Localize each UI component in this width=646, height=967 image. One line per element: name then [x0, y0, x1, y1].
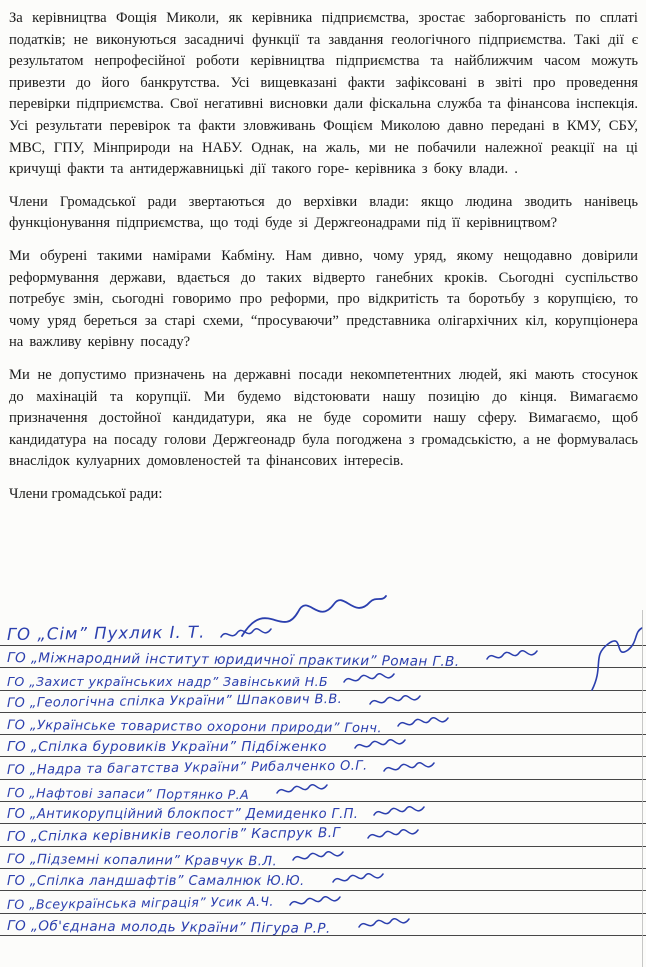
signature-mark-icon	[353, 737, 407, 753]
signature-mark-icon	[366, 827, 420, 843]
signature-mark-icon	[275, 782, 329, 798]
signature-row	[0, 668, 646, 690]
signature-row	[0, 757, 646, 779]
signature-text: ГО „Антикорупційний блокпост” Демиденко Г.П.	[7, 807, 359, 823]
signature-mark-icon	[357, 916, 411, 932]
signature-mark-icon	[485, 648, 539, 664]
paragraph-1: За керівництва Фощія Миколи, як керівника підприємства, зростає заборгованість по сплаті податків; не виконуються засадничі функції та завдання геологічного підприємства. Такі дії є результатом непрофесійної роботи керівництва підприємства та найближчим часом можуть привезти до його банкрутства. Усі вищевказані факти зафіксовані в звіті про проведення перевірки підприємства. Свої негативні висновки дали фіскальна служба та фінансова інспекція. Усі результати перевірок та факти зловживань Фощієм Миколою давно передані в КМУ, СБУ, МВС, ГПУ, Мінприроди на НАБУ. Однак, на жаль, ми не побачили належної реакції на ці кричущі факти та антидержавницькі дії такого горе- керівника з боку влади. .	[9, 10, 638, 178]
signature-text: ГО „Спілка ландшафтів” Самалнюк Ю.Ю.	[7, 874, 305, 890]
signature-intro: Члени громадської ради:	[9, 485, 163, 502]
signature-text: ГО „Всеукраїнська міграція” Усик А.Ч.	[6, 893, 274, 912]
signature-mark-icon	[291, 849, 345, 865]
signature-mark-icon	[396, 715, 450, 731]
signature-text: ГО „Українське товариство охорони природи” Гонч.	[7, 718, 382, 737]
signature-mark-icon	[372, 804, 426, 820]
signature-row	[0, 691, 646, 713]
signature-row	[0, 802, 646, 824]
signature-row	[0, 847, 646, 869]
signature-text: ГО „Геологічна спілка України” Шпакович В.В.	[6, 691, 343, 711]
signature-row	[0, 780, 646, 802]
signature-text: ГО „Підземні копалини” Кравчук В.Л.	[7, 851, 278, 870]
signature-text: ГО „Спілка керівників геологів” Каспрук В.Г	[6, 824, 341, 845]
signature-row	[0, 914, 646, 936]
signature-mark-icon	[288, 894, 342, 910]
signature-mark-icon	[342, 671, 396, 687]
signature-text: ГО „Об'єднана молодь України” Пігура Р.Р.	[7, 917, 331, 937]
signature-text: ГО „Нафтові запаси” Портянко Р.А	[7, 785, 250, 803]
signature-list	[0, 600, 646, 967]
signature-mark-icon	[219, 626, 273, 642]
signature-row	[0, 891, 646, 913]
signature-row	[0, 646, 646, 671]
signature-mark-icon	[331, 871, 385, 887]
signature-row	[0, 869, 646, 891]
signature-mark-icon	[368, 693, 422, 709]
signature-row	[0, 824, 646, 846]
signature-row	[0, 713, 646, 735]
signature-text: ГО „Міжнародний інститут юридичної практики” Роман Г.В.	[7, 650, 460, 671]
signature-text: ГО „Сім” Пухлик І. Т.	[6, 622, 206, 644]
scan-edge-artifact	[642, 610, 643, 967]
paragraph-4: Ми не допустимо призначень на державні посади некомпетентних людей, які мають стосунок до махінацій та корупції. Ми будемо відстоювати нашу позицію до кінця. Вимагаємо призначення достойної кандидатури, яка не буде соромити нашу сферу. Вимагаємо, щоб кандидатура на посаду голови Держгеонадр була погоджена з громадськістю, а не формувалась внаслідок кулуарних домовленостей та фінансових інтересів.	[9, 366, 638, 470]
paragraph-2: Члени Громадської ради звертаються до верхівки влади: якщо людина зводить нанівець функціонування підприємства, що тоді буде зі Держгеонадрами під її керівництвом?	[9, 193, 638, 232]
signature-row	[0, 735, 646, 757]
signature-text: ГО „Захист українських надр” Завінський Н.Б	[7, 673, 329, 689]
signature-text: ГО „Спілка буровиків України” Підбіженко	[7, 739, 327, 756]
signature-mark-icon	[382, 760, 436, 776]
signature-row	[0, 600, 646, 646]
letter-body	[9, 8, 638, 505]
signature-text: ГО „Надра та багатства України” Рибалченко О.Г.	[6, 758, 368, 778]
paragraph-3: Ми обурені такими намірами Кабміну. Нам дивно, чому уряд, якому нещодавно довірили реформування держави, вдається до таких відверто ганебних кроків. Сьогодні суспільство потребує змін, сьогодні говоримо про реформи, про відкритість та боротьбу з корупцією, то чому уряд береться за старі схеми, “просуваючи” представника олігархічних кіл, корупціонера на важливу керівну посаду?	[9, 247, 638, 351]
